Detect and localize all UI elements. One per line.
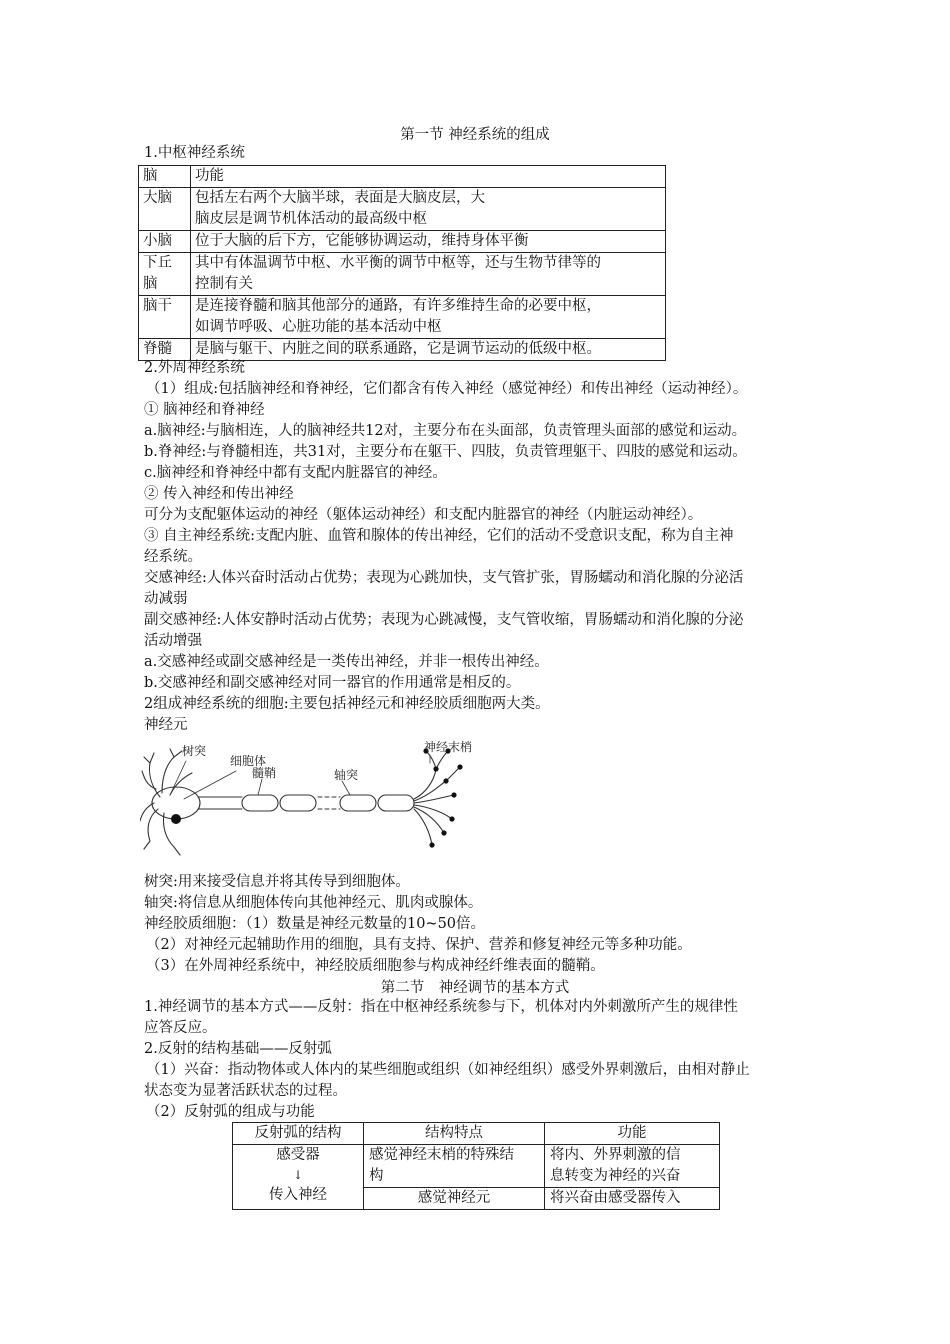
table-header-cell: 结构特点: [364, 1123, 545, 1145]
paragraph-line: 轴突:将信息从细胞体传向其他神经元、肌肉或腺体。: [144, 895, 483, 911]
paragraph-line: （3）在外周神经系统中，神经胶质细胞参与构成神经纤维表面的髓鞘。: [146, 958, 605, 974]
table-cell-function: 位于大脑的后下方，它能够协调运动，维持身体平衡: [191, 231, 666, 253]
neuron-diagram: [140, 737, 485, 862]
table-cell-feature: 感觉神经元: [364, 1188, 545, 1210]
diagram-label-axon: 轴突: [334, 768, 359, 782]
receptor-label: 感受器: [276, 1147, 320, 1163]
paragraph-line: 2.外周神经系统: [144, 360, 245, 376]
paragraph-line: ① 脑神经和脊神经: [144, 402, 265, 418]
section-title-1: 第一节 神经系统的组成: [400, 127, 550, 143]
table-header-row: [233, 1123, 720, 1145]
diagram-label-dendrite: 树突: [182, 744, 207, 758]
paragraph-line: 副交感神经:人体安静时活动占优势；表现为心跳减慢，支气管收缩，胃肠蠕动和消化腺的分泌: [144, 612, 744, 628]
table-cell-function: 将兴奋由感受器传入: [545, 1188, 720, 1210]
table-row: [139, 253, 666, 296]
paragraph-line: b.脊神经:与脊髓相连，共31对，主要分布在躯干、四肢，负责管理躯干、四肢的感觉和运动。: [144, 444, 747, 460]
paragraph-line: 2组成神经系统的细胞:主要包括神经元和神经胶质细胞两大类。: [144, 696, 550, 712]
paragraph-line: 神经胶质细胞：（1）数量是神经元数量的10~50倍。: [144, 916, 486, 932]
table-row: [139, 188, 666, 231]
table-cell-feature: 感觉神经末梢的特殊结 构: [364, 1145, 545, 1188]
table-cell-part: 大脑: [139, 188, 191, 231]
arrow-down-icon: ↓: [292, 1168, 304, 1182]
reflex-arc-table: [232, 1122, 720, 1210]
paragraph-line: （1）兴奋：指动物体或人体内的某些细胞或组织（如神经组织）感受外界刺激后，由相对静止: [146, 1062, 750, 1078]
diagram-label-myelin: 髓鞘: [252, 766, 277, 780]
paragraph-line: 树突:用来接受信息并将其传导到细胞体。: [144, 874, 410, 890]
paragraph-line: a.交感神经或副交感神经是一类传出神经，并非一根传出神经。: [144, 654, 549, 670]
table-cell-part: 脊髓: [139, 339, 191, 361]
table-cell-function: 包括左右两个大脑半球，表面是大脑皮层，大 脑皮层是调节机体活动的最高级中枢: [191, 188, 666, 231]
paragraph-line: 经系统。: [144, 549, 202, 565]
paragraph-line: ② 传入神经和传出神经: [144, 486, 294, 502]
diagram-label-nerve-ending: 神经末梢: [424, 740, 473, 754]
paragraph-line: 可分为支配躯体运动的神经（躯体运动神经）和支配内脏器官的神经（内脏运动神经）。: [144, 507, 703, 523]
table-row: [139, 231, 666, 253]
paragraph-line: a.脑神经:与脑相连，人的脑神经共12对，主要分布在头面部，负责管理头面部的感觉和运动。: [144, 423, 747, 439]
table-header-cell: 功能: [545, 1123, 720, 1145]
paragraph-line: 交感神经:人体兴奋时活动占优势；表现为心跳加快，支气管扩张，胃肠蠕动和消化腺的分泌活: [144, 570, 744, 586]
paragraph-line: （1）组成:包括脑神经和脊神经，它们都含有传入神经（感觉神经）和传出神经（运动神经）。: [146, 381, 748, 397]
table-row: [139, 296, 666, 339]
paragraph-line: 神经元: [144, 717, 188, 733]
paragraph-line: ③ 自主神经系统:支配内脏、血管和腺体的传出神经，它们的活动不受意识支配，称为自主神: [144, 528, 734, 544]
paragraph-line: 动减弱: [144, 591, 188, 607]
table-row: [233, 1145, 720, 1188]
section-title-2: 第二节 神经调节的基本方式: [380, 980, 570, 996]
table-cell-function: 其中有体温调节中枢、水平衡的调节中枢等，还与生物节律等的 控制有关: [191, 253, 666, 296]
paragraph-line: c.脑神经和脊神经中都有支配内脏器官的神经。: [144, 465, 447, 481]
table-cell-function: 是连接脊髓和脑其他部分的通路，有许多维持生命的必要中枢， 如调节呼吸、心脏功能的基本活动中枢: [191, 296, 666, 339]
paragraph-line: 状态变为显著活跃状态的过程。: [144, 1083, 347, 1099]
table-cell-function: 将内、外界刺激的信 息转变为神经的兴奋: [545, 1145, 720, 1188]
cns-table: [138, 165, 666, 361]
table-cell-structure: [233, 1145, 364, 1210]
paragraph-line: b.交感神经和副交感神经对同一器官的作用通常是相反的。: [144, 675, 521, 691]
paragraph-line: 2.反射的结构基础——反射弧: [144, 1041, 332, 1057]
table-header-row: [139, 166, 666, 188]
afferent-label: 传入神经: [269, 1187, 327, 1203]
diagram-label-cell-body: 细胞体: [230, 754, 267, 768]
paragraph-line: （2）反射弧的组成与功能: [146, 1104, 315, 1120]
table-cell-function: 是脑与躯干、内脏之间的联系通路，它是调节运动的低级中枢。: [191, 339, 666, 361]
table-header-cell: 反射弧的结构: [233, 1123, 364, 1145]
table-header-cell: 脑: [139, 166, 191, 188]
table-header-cell: 功能: [191, 166, 666, 188]
paragraph-line: 活动增强: [144, 633, 202, 649]
paragraph-line: （2）对神经元起辅助作用的细胞，具有支持、保护、营养和修复神经元等多种功能。: [146, 937, 692, 953]
heading-cns: 1.中枢神经系统: [144, 145, 245, 161]
table-cell-part: 脑干: [139, 296, 191, 339]
table-cell-part: 小脑: [139, 231, 191, 253]
table-cell-part: 下丘 脑: [139, 253, 191, 296]
paragraph-line: 应答反应。: [144, 1020, 217, 1036]
paragraph-line: 1.神经调节的基本方式——反射：指在中枢神经系统参与下，机体对内外刺激所产生的规律性: [144, 999, 738, 1015]
